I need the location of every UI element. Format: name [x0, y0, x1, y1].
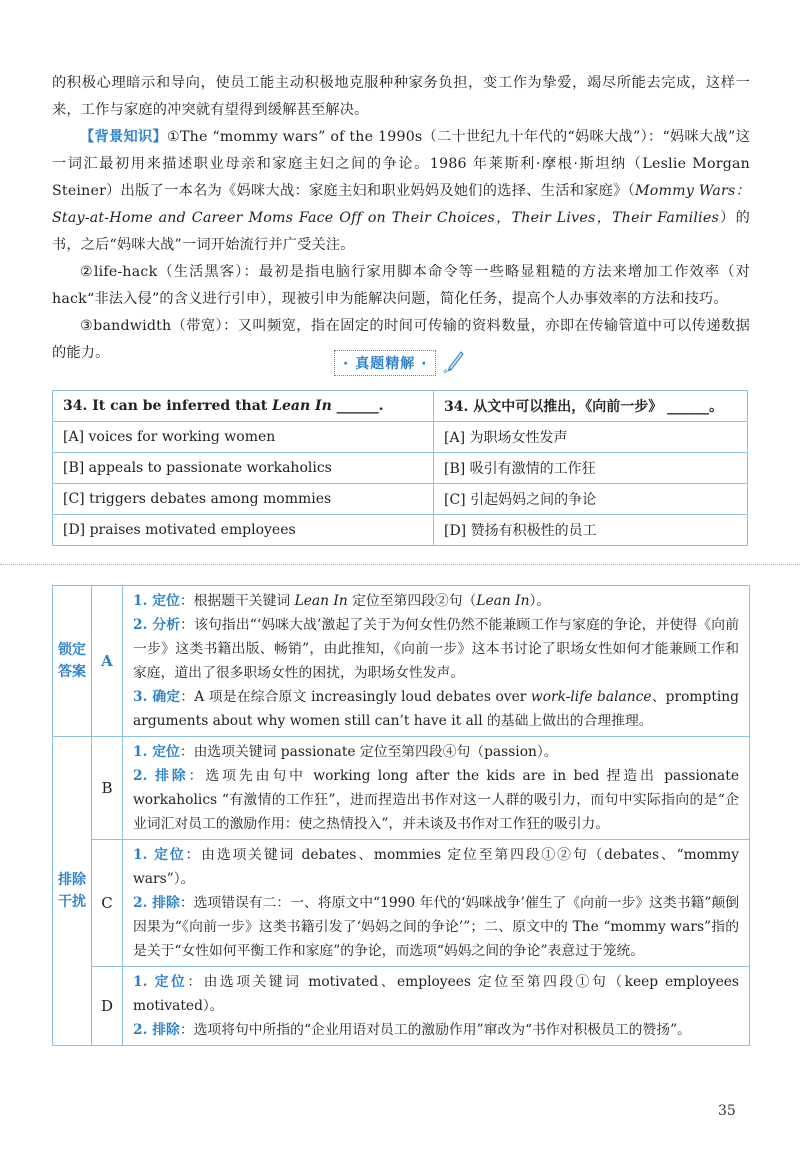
- option-b-zh: [B] 吸引有激情的工作狂: [434, 453, 748, 484]
- option-b-en: [B] appeals to passionate workaholics: [53, 453, 434, 484]
- option-row-a: [53, 422, 748, 453]
- option-label-b: B: [92, 737, 123, 840]
- option-label-a: A: [92, 586, 123, 737]
- option-label-c: C: [92, 840, 123, 967]
- question-stem-row: [53, 391, 748, 422]
- analysis-d-body: 1. 定位：由选项关键词 motivated、employees 定位至第四段①句（keep employees motivated）。 2. 排除：选项将句中所指的“企业用语对员工的激励作用”窜改为“书作对积极员工的赞扬”。: [123, 967, 750, 1046]
- option-c-zh: [C] 引起妈妈之间的争论: [434, 484, 748, 515]
- exclude-distractor-label: 排除干扰: [53, 737, 92, 1046]
- option-label-d: D: [92, 967, 123, 1046]
- background-item-1: 【背景知识】①The “mommy wars” of the 1990s（二十世纪九十年代的“妈咪大战”）：“妈咪大战”这一词汇最初用来描述职业母亲和家庭主妇之间的争论。1986 年莱斯利·摩根·斯坦纳（Leslie Morgan Steiner）出版了一本名为《妈咪大战：家庭主妇和职业妈妈及她们的选择、生活和家庭》（Mommy Wars：Stay-at-Home and Career Moms Face Off on Their Choices，Their Lives，Their Families）的书，之后“妈咪大战”一词开始流行并广受关注。: [52, 129, 751, 253]
- background-knowledge: [52, 124, 750, 367]
- page-number: 35: [718, 1103, 736, 1119]
- divider: [0, 564, 800, 565]
- intro-paragraph: 的积极心理暗示和导向，使员工能主动积极地克服种种家务负担，变工作为挚爱，竭尽所能去完成，这样一来，工作与家庭的冲突就有望得到缓解甚至解决。: [52, 75, 750, 118]
- option-c-en: [C] triggers debates among mommies: [53, 484, 434, 515]
- question-stem-zh: 34. 从文中可以推出，《向前一步》 ______。: [434, 391, 748, 422]
- analysis-b-body: 1. 定位：由选项关键词 passionate 定位至第四段④句（passion）。 2. 排除：选项先由句中 working long after the kids are in bed 捏造出 passionate workaholics “有激情的工作狂”，进而捏造出书作对这一人群的吸引力，而句中实际指向的是“企业词汇对员工的激励作用：使之热情投入”，并未谈及书作对工作狂的吸引力。: [123, 737, 750, 840]
- background-item-3: ③bandwidth（带宽）：又叫频宽，指在固定的时间可传输的资料数量，亦即在传输管道中可以传递数据的能力。: [52, 318, 750, 361]
- analysis-row-b: [53, 737, 750, 840]
- section-badge-label: · 真题精解 ·: [334, 350, 436, 376]
- question-stem-en: 34. It can be inferred that Lean In ______.: [53, 391, 434, 422]
- pen-icon: [442, 351, 464, 375]
- option-d-zh: [D] 赞扬有积极性的员工: [434, 515, 748, 546]
- analysis-row-c: [53, 840, 750, 967]
- analysis-c-body: 1. 定位：由选项关键词 debates、mommies 定位至第四段①②句（debates、“mommy wars”）。 2. 排除：选项错误有二：一、将原文中“1990 年代的‘妈咪战争’催生了《向前一步》这类书籍”颠倒因果为“《向前一步》这类书籍引发了‘妈妈之间的争论’”；二、原文中的 The “mommy wars”指的是关于“女性如何平衡工作和家庭”的争论，而选项“妈妈之间的争论”表意过于笼统。: [123, 840, 750, 967]
- analysis-a-body: 1. 定位：根据题干关键词 Lean In 定位至第四段②句（Lean In）。 2. 分析：该句指出“‘妈咪大战’激起了关于为何女性仍然不能兼顾工作与家庭的争论，并使得《向前一步》这类书籍出版、畅销”，由此推知，《向前一步》这本书讨论了职场女性如何才能兼顾工作和家庭，道出了很多职场女性的困扰，为职场女性发声。 3. 确定：A 项是在综合原文 increasingly loud debates over work-life balance、prompting arguments about why women still can’t have it all 的基础上做出的合理推理。: [123, 586, 750, 737]
- option-a-zh: [A] 为职场女性发声: [434, 422, 748, 453]
- analysis-table: [52, 585, 750, 1046]
- section-badge: [334, 350, 464, 376]
- option-a-en: [A] voices for working women: [53, 422, 434, 453]
- lock-answer-label: 锁定答案: [53, 586, 92, 737]
- option-row-b: [53, 453, 748, 484]
- analysis-row-d: [53, 967, 750, 1046]
- background-tag: 【背景知识】: [80, 129, 167, 145]
- option-row-c: [53, 484, 748, 515]
- question-table: [52, 390, 748, 546]
- option-row-d: [53, 515, 748, 546]
- analysis-row-a: [53, 586, 750, 737]
- background-item-2: ②life-hack（生活黑客）：最初是指电脑行家用脚本命令等一些略显粗糙的方法来增加工作效率（对 hack“非法入侵”的含义进行引申），现被引申为能解决问题，简化任务，提高个人办事效率的方法和技巧。: [52, 264, 750, 307]
- option-d-en: [D] praises motivated employees: [53, 515, 434, 546]
